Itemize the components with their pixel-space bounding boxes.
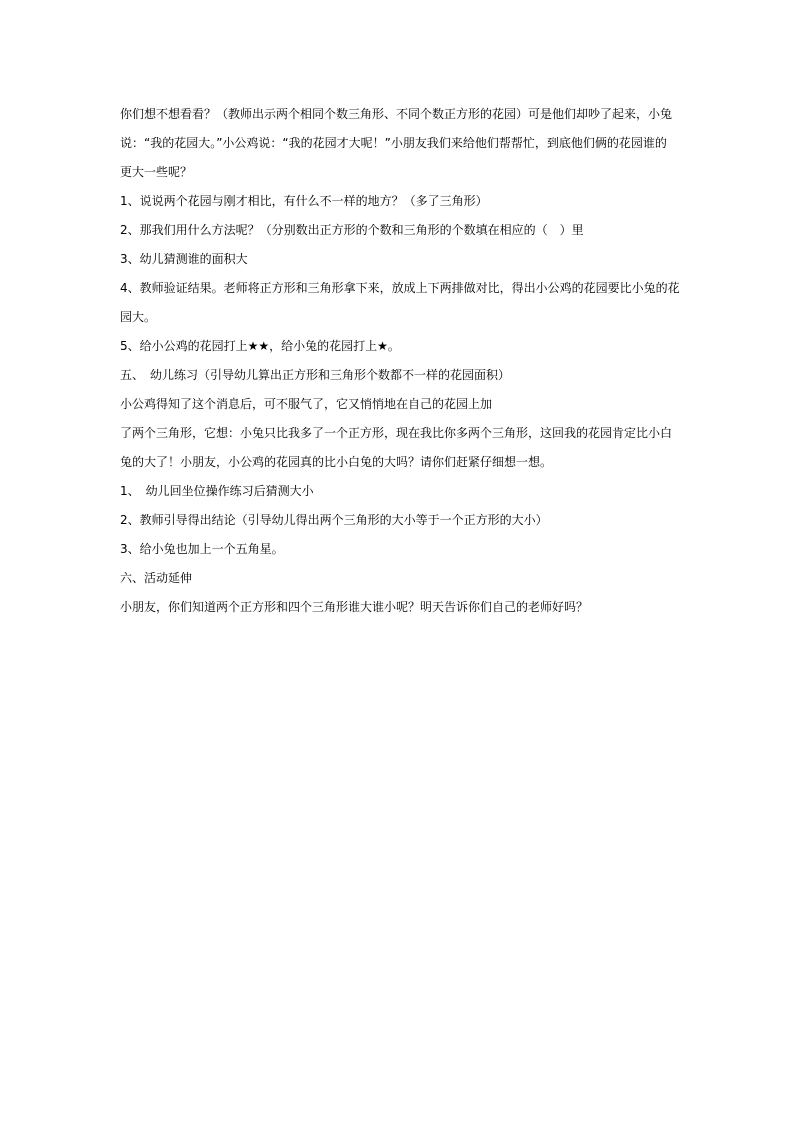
list-item: 5、给小公鸡的花园打上★★，给小兔的花园打上★。	[120, 339, 400, 353]
paragraph-line: 更大一些呢？	[120, 165, 193, 179]
list-item: 1、说说两个花园与刚才相比，有什么不一样的地方？（多了三角形）	[120, 194, 488, 208]
list-item: 2、那我们用什么方法呢？（分别数出正方形的个数和三角形的个数填在相应的（ ）里	[120, 223, 584, 237]
list-item: 3、幼儿猜测谁的面积大	[120, 252, 248, 266]
list-item: 1、 幼儿回坐位操作练习后猜测大小	[120, 484, 314, 498]
document-body	[120, 100, 680, 622]
paragraph-line: 了两个三角形，它想：小兔只比我多了一个正方形，现在我比你多两个三角形，这回我的花园肯定比小白	[120, 426, 673, 440]
paragraph-line: 兔的大了！小朋友，小公鸡的花园真的比小白兔的大吗？请你们赶紧仔细想一想。	[120, 455, 553, 469]
paragraph-line: 小朋友，你们知道两个正方形和四个三角形谁大谁小呢？明天告诉你们自己的老师好吗？	[120, 600, 589, 614]
list-item-continuation: 园大。	[120, 310, 157, 324]
list-item: 4、教师验证结果。老师将正方形和三角形拿下来，放成上下两排做对比，得出小公鸡的花园要比小兔的花	[120, 281, 680, 295]
paragraph-line: 小公鸡得知了这个消息后，可不服气了，它又悄悄地在自己的花园上加	[120, 397, 493, 411]
section-heading: 五、 幼儿练习（引导幼儿算出正方形和三角形个数都不一样的花园面积）	[120, 368, 511, 382]
paragraph-line: 说：“我的花园大。”小公鸡说：“我的花园才大呢！”小朋友我们来给他们帮帮忙，到底他们俩的花园谁的	[120, 136, 667, 150]
paragraph-line: 你们想不想看看？（教师出示两个相同个数三角形、不同个数正方形的花园）可是他们却吵了起来，小兔	[120, 107, 673, 121]
list-item: 3、给小兔也加上一个五角星。	[120, 542, 284, 556]
section-heading: 六、活动延伸	[120, 571, 193, 585]
list-item: 2、教师引导得出结论（引导幼儿得出两个三角形的大小等于一个正方形的大小）	[120, 513, 548, 527]
